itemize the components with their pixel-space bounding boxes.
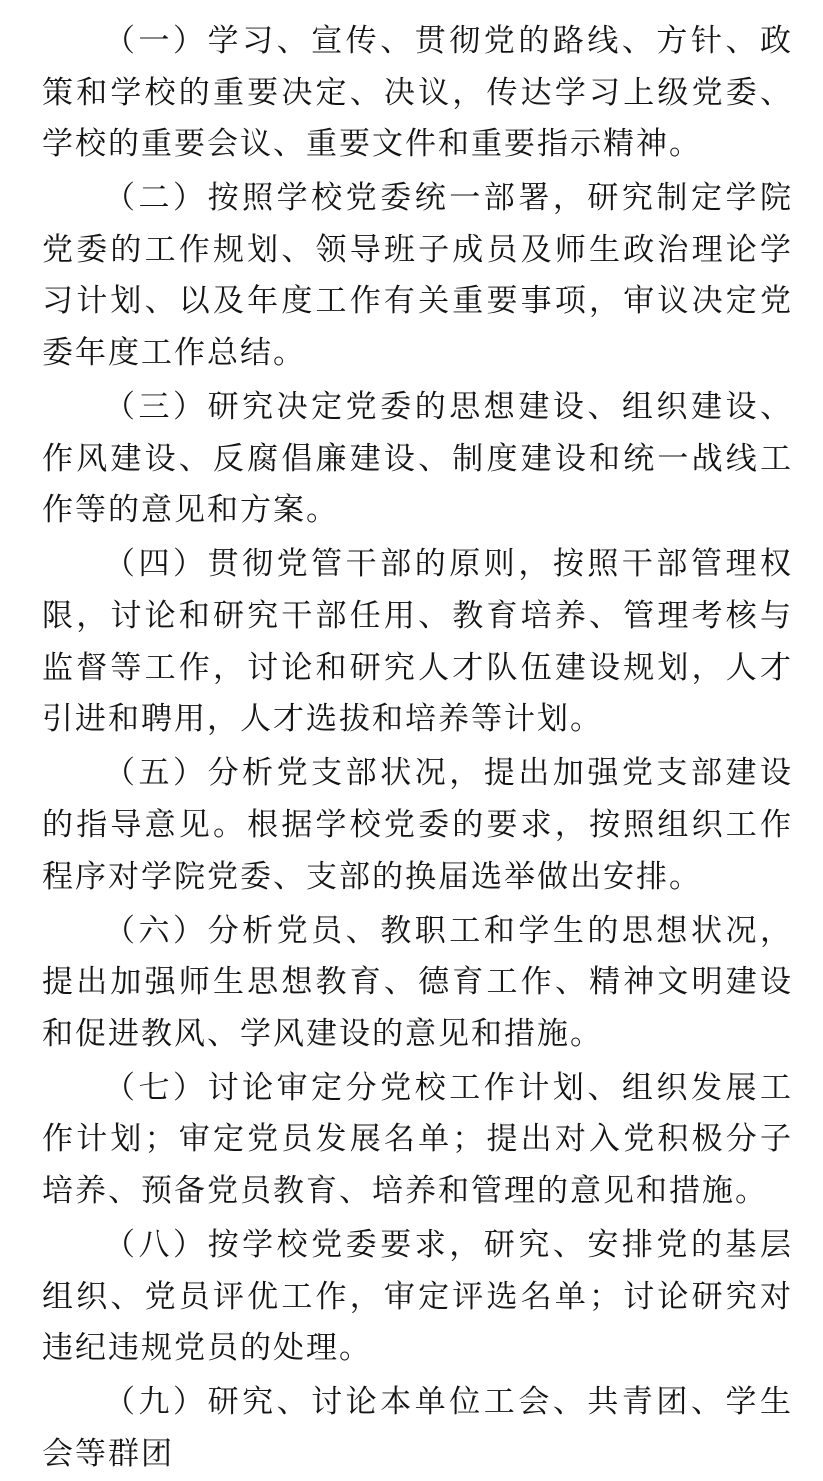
paragraph-4: （四）贯彻党管干部的原则，按照干部管理权限，讨论和研究干部任用、教育培养、管理考核与监督等工作，讨论和研究人才队伍建设规划，人才引进和聘用，人才选拔和培养等计划。 <box>42 546 793 738</box>
paragraph-7: （七）讨论审定分党校工作计划、组织发展工作计划；审定党员发展名单；提出对入党积极分子培养、预备党员教育、培养和管理的意见和措施。 <box>42 1069 793 1210</box>
paragraph-8: （八）按学校党委要求，研究、安排党的基层组织、党员评优工作，审定评选名单；讨论研究对违纪违规党员的处理。 <box>42 1227 793 1367</box>
paragraph-5: （五）分析党支部状况，提出加强党支部建设的指导意见。根据学校党委的要求，按照组织工作程序对学院党委、支部的换届选举做出安排。 <box>42 755 793 895</box>
paragraph-3: （三）研究决定党委的思想建设、组织建设、作风建设、反腐倡廉建设、制度建设和统一战线工作等的意见和方案。 <box>42 389 793 529</box>
paragraph-6: （六）分析党员、教职工和学生的思想状况，提出加强师生思想教育、德育工作、精神文明建设和促进教风、学风建设的意见和措施。 <box>42 912 793 1052</box>
paragraph-9: （九）研究、讨论本单位工会、共青团、学生会等群团 <box>42 1384 793 1473</box>
paragraph-2: （二）按照学校党委统一部署，研究制定学院党委的工作规划、领导班子成员及师生政治理论学习计划、以及年度工作有关重要事项，审议决定党委年度工作总结。 <box>42 180 793 372</box>
paragraph-1: （一）学习、宣传、贯彻党的路线、方针、政策和学校的重要决定、决议，传达学习上级党委、学校的重要会议、重要文件和重要指示精神。 <box>42 23 793 163</box>
